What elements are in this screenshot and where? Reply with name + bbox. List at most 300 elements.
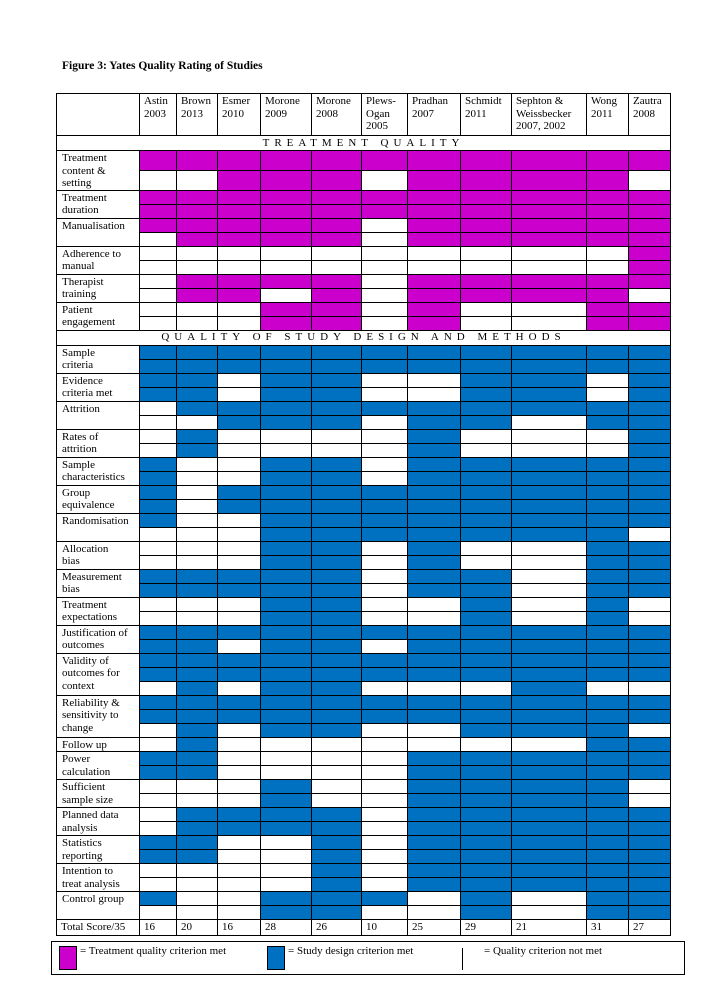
rating-cell-met xyxy=(177,723,218,737)
legend-swatch-treatment xyxy=(59,946,77,970)
rating-cell-not-met xyxy=(261,429,312,443)
criterion-label-line: Sample xyxy=(62,458,95,471)
rating-cell-met xyxy=(312,513,362,527)
rating-cell-not-met xyxy=(629,611,671,625)
rating-cell-met xyxy=(261,723,312,737)
rating-cell-not-met xyxy=(177,555,218,569)
rating-cell-met xyxy=(140,513,177,527)
rating-cell-not-met xyxy=(408,387,461,401)
rating-cell-met xyxy=(408,485,461,499)
criterion-subrow xyxy=(57,513,671,527)
rating-cell-met xyxy=(629,499,671,513)
criterion-subrow xyxy=(57,653,671,667)
rating-cell-met xyxy=(312,681,362,695)
rating-cell-met xyxy=(512,653,587,667)
rating-cell-not-met xyxy=(312,429,362,443)
criterion-label-line: content & xyxy=(62,164,106,177)
rating-cell-met xyxy=(512,232,587,246)
criterion-label-line: bias xyxy=(62,555,80,567)
criterion-subrow xyxy=(57,625,671,639)
rating-cell-met xyxy=(629,485,671,499)
rating-cell-not-met xyxy=(218,260,261,274)
rating-cell-not-met xyxy=(362,681,408,695)
section-title: QUALITY OF STUDY DESIGN AND METHODS xyxy=(57,330,671,345)
rating-cell-met xyxy=(629,218,671,232)
rating-cell-met xyxy=(312,864,362,878)
rating-cell-not-met xyxy=(408,737,461,752)
criterion-label xyxy=(57,429,140,457)
rating-cell-met xyxy=(261,892,312,906)
rating-cell-met xyxy=(629,401,671,415)
rating-cell-met xyxy=(587,709,629,723)
rating-cell-met xyxy=(218,499,261,513)
rating-cell-not-met xyxy=(312,260,362,274)
rating-cell-not-met xyxy=(177,541,218,555)
rating-cell-met xyxy=(408,878,461,892)
rating-cell-met xyxy=(261,625,312,639)
total-score-value: 28 xyxy=(261,920,312,936)
rating-cell-met xyxy=(408,499,461,513)
rating-cell-met xyxy=(629,359,671,373)
rating-cell-not-met xyxy=(177,527,218,541)
rating-cell-not-met xyxy=(312,246,362,260)
rating-cell-not-met xyxy=(140,246,177,260)
criterion-subrow xyxy=(57,709,671,723)
criterion-subrow xyxy=(57,288,671,302)
total-score-label: Total Score/35 xyxy=(57,920,140,936)
rating-cell-met xyxy=(512,625,587,639)
rating-cell-met xyxy=(629,429,671,443)
rating-cell-met xyxy=(177,766,218,780)
rating-cell-met xyxy=(362,345,408,359)
rating-cell-met xyxy=(177,443,218,457)
rating-cell-not-met xyxy=(362,766,408,780)
rating-cell-met xyxy=(408,274,461,288)
rating-cell-not-met xyxy=(218,555,261,569)
rating-cell-met xyxy=(218,401,261,415)
rating-cell-not-met xyxy=(140,822,177,836)
rating-cell-met xyxy=(629,345,671,359)
rating-cell-not-met xyxy=(312,752,362,766)
rating-cell-met xyxy=(312,485,362,499)
rating-cell-met xyxy=(461,513,512,527)
criterion-label xyxy=(57,401,140,429)
rating-cell-not-met xyxy=(177,471,218,485)
study-header-line: 2010 xyxy=(222,107,244,120)
rating-cell-met xyxy=(312,878,362,892)
rating-cell-met xyxy=(312,170,362,190)
rating-cell-met xyxy=(408,780,461,794)
rating-cell-not-met xyxy=(512,302,587,316)
total-score-value: 26 xyxy=(312,920,362,936)
rating-cell-not-met xyxy=(177,302,218,316)
rating-cell-met xyxy=(312,471,362,485)
rating-cell-met xyxy=(261,541,312,555)
rating-cell-met xyxy=(408,752,461,766)
rating-cell-met xyxy=(629,316,671,330)
rating-cell-met xyxy=(362,513,408,527)
rating-cell-met xyxy=(261,359,312,373)
rating-cell-not-met xyxy=(362,457,408,471)
rating-cell-not-met xyxy=(629,597,671,611)
rating-cell-not-met xyxy=(218,457,261,471)
rating-cell-met xyxy=(140,471,177,485)
rating-cell-not-met xyxy=(177,780,218,794)
rating-cell-not-met xyxy=(512,906,587,920)
rating-cell-met xyxy=(587,695,629,709)
rating-cell-not-met xyxy=(312,443,362,457)
rating-cell-met xyxy=(140,204,177,218)
rating-cell-met xyxy=(362,485,408,499)
rating-cell-met xyxy=(312,288,362,302)
rating-cell-met xyxy=(512,387,587,401)
rating-cell-met xyxy=(461,611,512,625)
criterion-label-line: criteria met xyxy=(62,387,113,399)
rating-cell-met xyxy=(587,653,629,667)
rating-cell-met xyxy=(312,695,362,709)
rating-cell-met xyxy=(218,709,261,723)
rating-cell-not-met xyxy=(362,737,408,752)
rating-cell-met xyxy=(512,752,587,766)
rating-cell-not-met xyxy=(461,246,512,260)
rating-cell-met xyxy=(312,667,362,681)
rating-cell-met xyxy=(408,288,461,302)
criterion-label xyxy=(57,737,140,752)
criterion-label-line: expectations xyxy=(62,611,117,623)
rating-cell-not-met xyxy=(512,892,587,906)
rating-cell-met xyxy=(312,822,362,836)
criterion-subrow xyxy=(57,499,671,513)
rating-cell-met xyxy=(312,190,362,204)
criterion-subrow xyxy=(57,218,671,232)
rating-cell-met xyxy=(140,892,177,906)
rating-cell-met xyxy=(312,232,362,246)
criterion-label xyxy=(57,892,140,920)
rating-cell-met xyxy=(218,288,261,302)
rating-cell-met xyxy=(218,583,261,597)
rating-cell-met xyxy=(512,218,587,232)
criterion-label xyxy=(57,752,140,780)
rating-cell-not-met xyxy=(140,864,177,878)
rating-cell-met xyxy=(512,836,587,850)
criterion-label-line: Randomisation xyxy=(62,514,129,527)
rating-cell-not-met xyxy=(587,246,629,260)
criterion-label xyxy=(57,808,140,836)
rating-cell-met xyxy=(461,850,512,864)
rating-cell-met xyxy=(629,878,671,892)
rating-cell-not-met xyxy=(408,246,461,260)
rating-cell-met xyxy=(408,232,461,246)
criterion-subrow xyxy=(57,274,671,288)
rating-cell-not-met xyxy=(408,681,461,695)
rating-cell-met xyxy=(461,780,512,794)
rating-cell-met xyxy=(408,527,461,541)
rating-cell-met xyxy=(461,151,512,171)
criterion-label xyxy=(57,780,140,808)
rating-cell-not-met xyxy=(461,316,512,330)
study-header-line: 2005 xyxy=(366,120,388,132)
rating-cell-not-met xyxy=(218,892,261,906)
rating-cell-not-met xyxy=(512,569,587,583)
criterion-label-line: calculation xyxy=(62,765,111,778)
rating-cell-met xyxy=(362,709,408,723)
rating-cell-met xyxy=(587,415,629,429)
rating-cell-not-met xyxy=(408,597,461,611)
rating-cell-met xyxy=(629,625,671,639)
criterion-label-line: characteristics xyxy=(62,471,125,483)
rating-cell-met xyxy=(629,737,671,752)
rating-cell-not-met xyxy=(218,850,261,864)
criterion-label xyxy=(57,653,140,695)
rating-cell-met xyxy=(461,822,512,836)
rating-cell-not-met xyxy=(140,415,177,429)
criterion-subrow xyxy=(57,822,671,836)
rating-cell-met xyxy=(587,583,629,597)
rating-cell-not-met xyxy=(177,485,218,499)
rating-cell-met xyxy=(461,218,512,232)
rating-cell-met xyxy=(461,170,512,190)
study-header xyxy=(177,94,218,136)
rating-cell-met xyxy=(512,274,587,288)
rating-cell-met xyxy=(140,569,177,583)
rating-cell-not-met xyxy=(408,611,461,625)
rating-cell-not-met xyxy=(140,316,177,330)
rating-cell-met xyxy=(312,373,362,387)
criterion-subrow xyxy=(57,780,671,794)
rating-cell-not-met xyxy=(177,246,218,260)
rating-cell-met xyxy=(140,836,177,850)
criterion-subrow xyxy=(57,850,671,864)
rating-cell-met xyxy=(587,274,629,288)
rating-cell-met xyxy=(312,597,362,611)
criterion-label-line: Validity of xyxy=(62,654,109,667)
rating-cell-met xyxy=(177,752,218,766)
criterion-label-line: Measurement xyxy=(62,570,122,583)
rating-cell-not-met xyxy=(218,597,261,611)
rating-cell-met xyxy=(461,359,512,373)
rating-cell-met xyxy=(512,681,587,695)
study-header-line: Wong xyxy=(591,95,618,107)
criterion-subrow xyxy=(57,878,671,892)
rating-cell-met xyxy=(312,499,362,513)
rating-cell-met xyxy=(218,359,261,373)
rating-cell-not-met xyxy=(362,373,408,387)
rating-cell-not-met xyxy=(362,170,408,190)
rating-cell-met xyxy=(362,667,408,681)
rating-cell-met xyxy=(512,204,587,218)
criterion-label-line: attrition xyxy=(62,443,97,455)
rating-cell-met xyxy=(629,695,671,709)
rating-cell-met xyxy=(177,822,218,836)
rating-cell-met xyxy=(312,302,362,316)
rating-cell-met xyxy=(587,667,629,681)
rating-cell-met xyxy=(512,471,587,485)
rating-cell-met xyxy=(408,513,461,527)
rating-cell-met xyxy=(512,667,587,681)
criterion-subrow xyxy=(57,794,671,808)
rating-cell-met xyxy=(408,695,461,709)
rating-cell-met xyxy=(461,401,512,415)
rating-cell-met xyxy=(408,429,461,443)
rating-cell-not-met xyxy=(218,316,261,330)
criterion-subrow xyxy=(57,443,671,457)
rating-cell-not-met xyxy=(362,443,408,457)
rating-cell-not-met xyxy=(362,850,408,864)
criterion-label-line: Treatment xyxy=(62,598,107,611)
rating-cell-met xyxy=(312,151,362,171)
total-score-value: 10 xyxy=(362,920,408,936)
criterion-label-line: context xyxy=(62,679,95,692)
rating-cell-not-met xyxy=(362,808,408,822)
rating-cell-met xyxy=(408,794,461,808)
rating-cell-not-met xyxy=(362,316,408,330)
study-header-line: Astin xyxy=(144,95,168,107)
criterion-subrow xyxy=(57,204,671,218)
rating-cell-not-met xyxy=(140,232,177,246)
rating-cell-met xyxy=(587,401,629,415)
study-header xyxy=(261,94,312,136)
rating-cell-met xyxy=(587,485,629,499)
rating-cell-not-met xyxy=(629,170,671,190)
criterion-subrow xyxy=(57,387,671,401)
rating-cell-met xyxy=(461,906,512,920)
rating-cell-met xyxy=(512,288,587,302)
rating-cell-met xyxy=(629,387,671,401)
rating-cell-met xyxy=(587,541,629,555)
rating-cell-met xyxy=(587,499,629,513)
rating-cell-not-met xyxy=(362,429,408,443)
rating-cell-met xyxy=(408,850,461,864)
criterion-label-line: Allocation xyxy=(62,542,109,555)
rating-cell-not-met xyxy=(512,316,587,330)
rating-cell-met xyxy=(512,864,587,878)
rating-cell-met xyxy=(362,359,408,373)
rating-cell-not-met xyxy=(362,836,408,850)
total-score-value: 21 xyxy=(512,920,587,936)
rating-cell-met xyxy=(629,864,671,878)
rating-cell-not-met xyxy=(461,681,512,695)
rating-cell-not-met xyxy=(587,387,629,401)
rating-cell-not-met xyxy=(218,302,261,316)
rating-cell-met xyxy=(140,151,177,171)
total-score-value: 16 xyxy=(140,920,177,936)
rating-cell-met xyxy=(629,260,671,274)
rating-cell-met xyxy=(140,345,177,359)
rating-cell-met xyxy=(261,681,312,695)
rating-cell-met xyxy=(408,471,461,485)
rating-cell-not-met xyxy=(177,260,218,274)
rating-cell-met xyxy=(261,151,312,171)
rating-cell-met xyxy=(140,583,177,597)
rating-cell-not-met xyxy=(312,780,362,794)
rating-cell-not-met xyxy=(218,752,261,766)
rating-cell-met xyxy=(140,695,177,709)
rating-cell-met xyxy=(261,794,312,808)
rating-cell-not-met xyxy=(140,401,177,415)
rating-cell-met xyxy=(587,345,629,359)
rating-cell-not-met xyxy=(587,260,629,274)
study-header-line: Esmer xyxy=(222,95,251,107)
rating-cell-not-met xyxy=(312,794,362,808)
rating-cell-not-met xyxy=(140,611,177,625)
rating-cell-not-met xyxy=(218,513,261,527)
criterion-label-line: bias xyxy=(62,583,80,595)
rating-cell-met xyxy=(461,723,512,737)
rating-cell-not-met xyxy=(362,723,408,737)
rating-cell-not-met xyxy=(261,443,312,457)
study-header-line: 2011 xyxy=(591,107,613,120)
criterion-label-line: Follow up xyxy=(62,738,107,751)
rating-cell-met xyxy=(177,639,218,653)
rating-cell-not-met xyxy=(362,864,408,878)
criterion-label xyxy=(57,864,140,892)
rating-cell-met xyxy=(177,808,218,822)
rating-cell-met xyxy=(261,822,312,836)
rating-cell-met xyxy=(408,667,461,681)
rating-cell-met xyxy=(461,415,512,429)
rating-cell-not-met xyxy=(461,443,512,457)
study-header-line: Weissbecker xyxy=(516,107,572,120)
criterion-label-line: outcomes xyxy=(62,639,105,651)
rating-cell-not-met xyxy=(261,878,312,892)
rating-cell-not-met xyxy=(362,260,408,274)
rating-cell-not-met xyxy=(140,443,177,457)
rating-cell-met xyxy=(408,864,461,878)
study-header-line: Pradhan xyxy=(412,95,449,107)
rating-cell-met xyxy=(587,808,629,822)
criterion-label-line: equivalence xyxy=(62,499,115,511)
criterion-label-line: Evidence xyxy=(62,374,103,387)
study-header-line: Morone xyxy=(316,95,351,107)
rating-cell-met xyxy=(461,709,512,723)
rating-cell-met xyxy=(177,695,218,709)
rating-cell-not-met xyxy=(362,878,408,892)
rating-cell-met xyxy=(587,597,629,611)
rating-cell-met xyxy=(177,836,218,850)
rating-cell-met xyxy=(461,864,512,878)
rating-cell-not-met xyxy=(218,780,261,794)
rating-cell-not-met xyxy=(629,723,671,737)
study-header-line: 2007, 2002 xyxy=(516,120,566,132)
rating-cell-met xyxy=(461,232,512,246)
rating-cell-not-met xyxy=(362,639,408,653)
rating-cell-met xyxy=(218,232,261,246)
criterion-label xyxy=(57,190,140,218)
criterion-subrow xyxy=(57,415,671,429)
criterion-label-line: Statistics xyxy=(62,837,102,849)
rating-cell-met xyxy=(461,766,512,780)
rating-cell-met xyxy=(218,695,261,709)
rating-cell-not-met xyxy=(362,471,408,485)
rating-cell-met xyxy=(177,737,218,752)
criterion-label xyxy=(57,246,140,274)
rating-cell-met xyxy=(408,555,461,569)
rating-cell-met xyxy=(261,709,312,723)
criterion-label-line: training xyxy=(62,288,97,300)
rating-cell-met xyxy=(461,597,512,611)
criterion-subrow xyxy=(57,541,671,555)
rating-cell-not-met xyxy=(362,583,408,597)
criterion-subrow xyxy=(57,555,671,569)
rating-cell-met xyxy=(461,794,512,808)
rating-cell-met xyxy=(408,443,461,457)
rating-cell-not-met xyxy=(362,415,408,429)
rating-cell-not-met xyxy=(362,274,408,288)
criterion-label-line: setting xyxy=(62,177,92,189)
rating-cell-met xyxy=(140,485,177,499)
rating-cell-met xyxy=(140,709,177,723)
rating-cell-met xyxy=(587,625,629,639)
